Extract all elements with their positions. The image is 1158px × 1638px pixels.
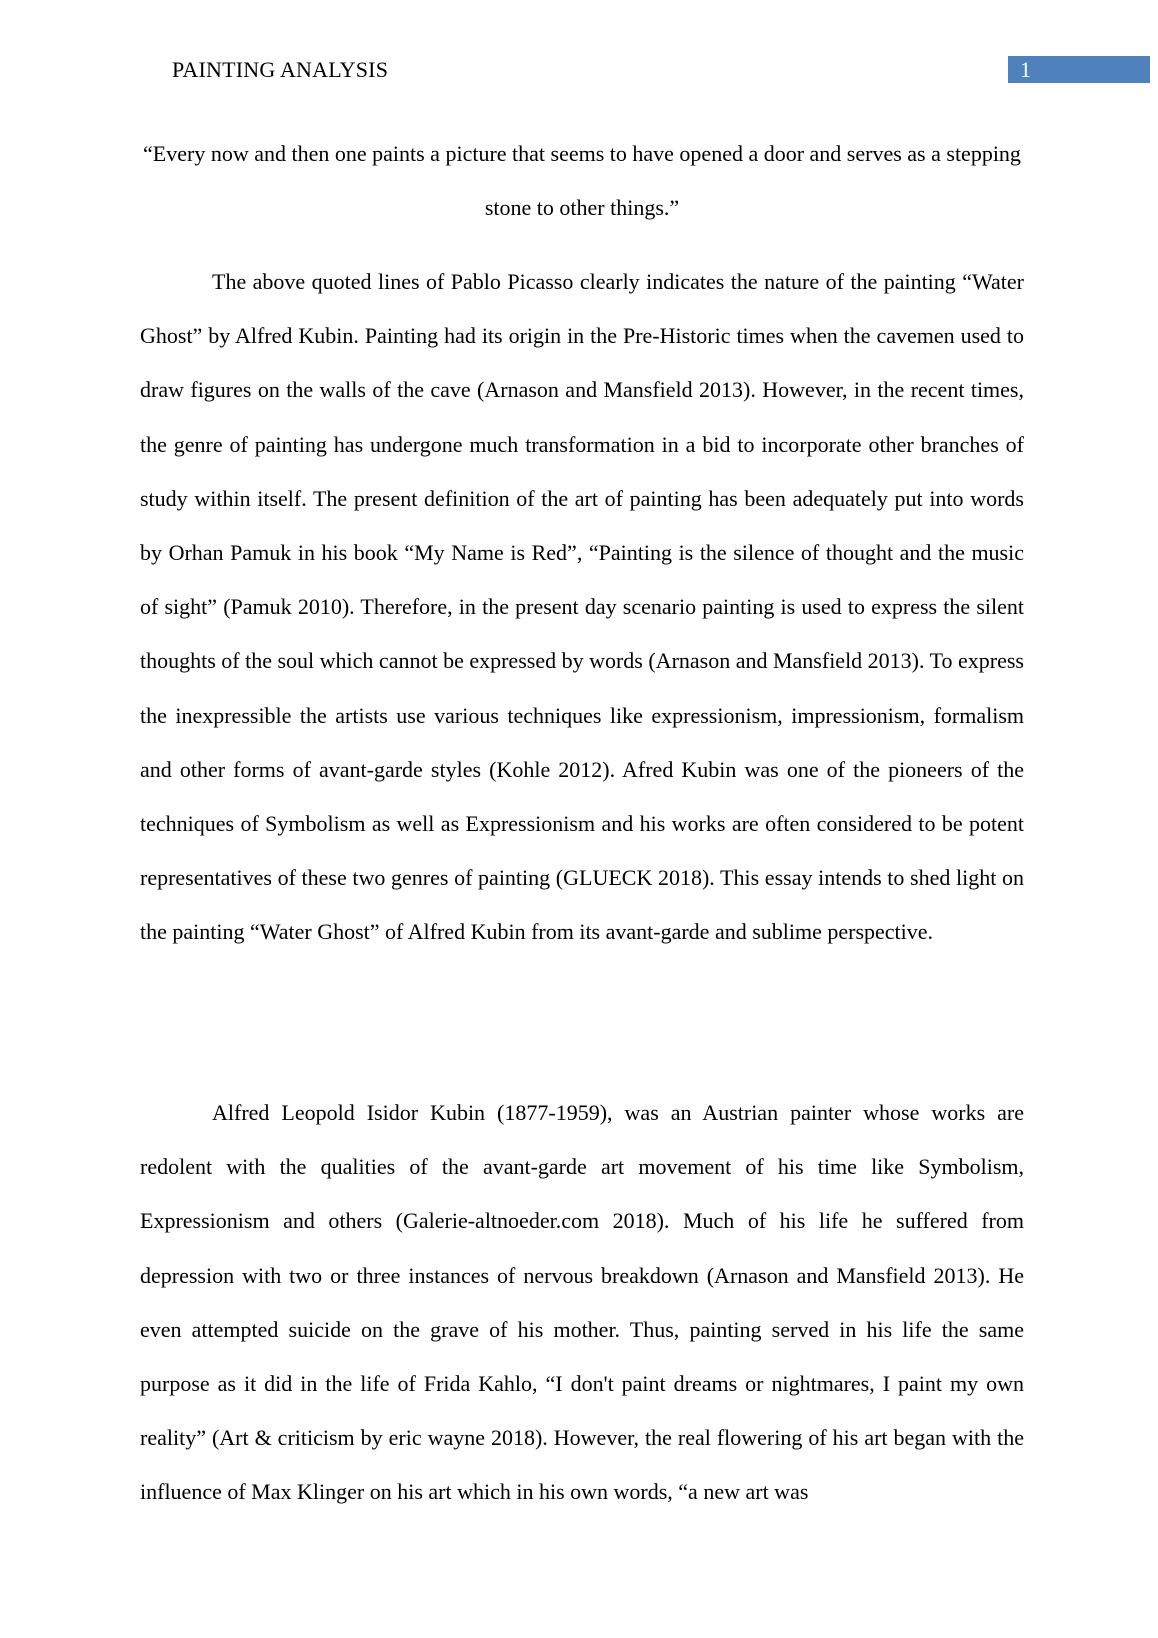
page-number: 1 [1020, 57, 1031, 82]
page-number-badge [1008, 56, 1150, 83]
epigraph-quote: “Every now and then one paints a picture that seems to have opened a door and serves as a stepping stone to other things.” [143, 141, 1021, 220]
body-paragraph-2: Alfred Leopold Isidor Kubin (1877-1959), was an Austrian painter whose works are redolent with the qualities of the avant-garde art movement of his time like Symbolism, Expressionism and others (Galerie-altnoeder.com 2018). Much of his life he suffered from depression with two or three instances of nervous breakdown (Arnason and Mansfield 2013). He even attempted suicide on the grave of his mother. Thus, painting served in his life the same purpose as it did in the life of Frida Kahlo, “I don't paint dreams or nightmares, I paint my own reality” (Art & criticism by eric wayne 2018). However, the real flowering of his art began with the influence of Max Klinger on his art which in his own words, “a new art was [140, 1100, 1024, 1505]
running-title: PAINTING ANALYSIS [172, 57, 389, 82]
body-paragraph-1: The above quoted lines of Pablo Picasso clearly indicates the nature of the painting “Water Ghost” by Alfred Kubin. Painting had its origin in the Pre-Historic times when the cavemen used to draw figures on the walls of the cave (Arnason and Mansfield 2013). However, in the recent times, the genre of painting has undergone much transformation in a bid to incorporate other branches of study within itself. The present definition of the art of painting has been adequately put into words by Orhan Pamuk in his book “My Name is Red”, “Painting is the silence of thought and the music of sight” (Pamuk 2010). Therefore, in the present day scenario painting is used to express the silent thoughts of the soul which cannot be expressed by words (Arnason and Mansfield 2013). To express the inexpressible the artists use various techniques like expressionism, impressionism, formalism and other forms of avant-garde styles (Kohle 2012). Afred Kubin was one of the pioneers of the techniques of Symbolism as well as Expressionism and his works are often considered to be potent representatives of these two genres of painting (GLUECK 2018). This essay intends to shed light on the painting “Water Ghost” of Alfred Kubin from its avant-garde and sublime perspective. [140, 269, 1024, 945]
